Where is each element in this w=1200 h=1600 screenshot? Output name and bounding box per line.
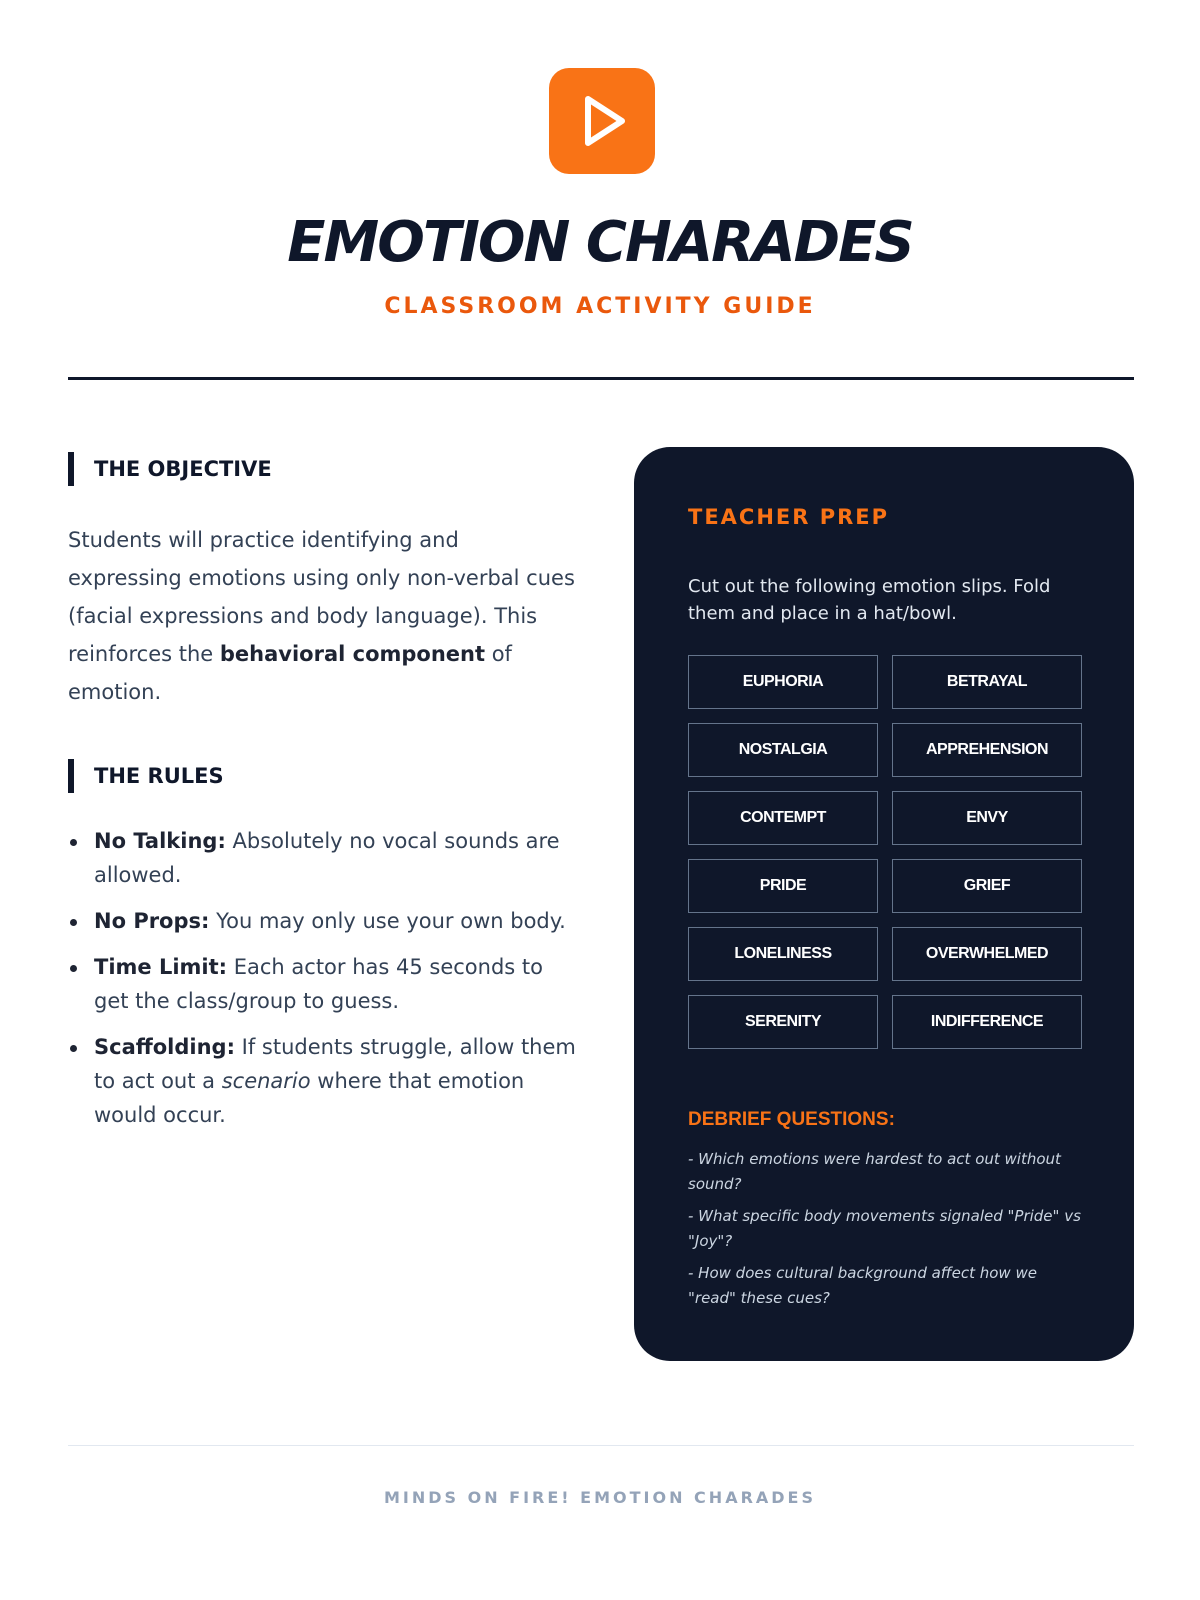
emotion-slip: INDIFFERENCE <box>892 995 1082 1049</box>
emotion-slips-grid <box>688 655 1082 1049</box>
teacher-prep-card <box>634 447 1134 1361</box>
rules-list <box>68 824 578 1144</box>
debrief-question: - Which emotions were hardest to act out without sound? <box>688 1150 1061 1193</box>
emotion-slip: EUPHORIA <box>688 655 878 709</box>
header-divider <box>68 377 1134 380</box>
emotion-slip: ENVY <box>892 791 1082 845</box>
debrief-question: - What specific body movements signaled "Pride" vs "Joy"? <box>688 1207 1081 1250</box>
emotion-slip: PRIDE <box>688 859 878 913</box>
emotion-slip: OVERWHELMED <box>892 927 1082 981</box>
debrief-questions <box>688 1147 1088 1318</box>
objective-heading: THE OBJECTIVE <box>68 452 272 486</box>
teacher-prep-heading: TEACHER PREP <box>688 505 890 529</box>
rule-item: No Props: You may only use your own body. <box>68 904 578 938</box>
page-title: EMOTION CHARADES <box>287 210 913 275</box>
debrief-question: - How does cultural background affect how we "read" these cues? <box>688 1264 1037 1307</box>
teacher-prep-instructions: Cut out the following emotion slips. Fold them and place in a hat/bowl. <box>688 576 1051 624</box>
rules-heading: THE RULES <box>68 759 224 793</box>
play-icon <box>572 91 632 151</box>
emotion-slip: CONTEMPT <box>688 791 878 845</box>
emotion-slip: SERENITY <box>688 995 878 1049</box>
rule-item: Scaffolding: If students struggle, allow them to act out a scenario where that emotion would occur. <box>68 1030 578 1132</box>
rule-item: Time Limit: Each actor has 45 seconds to get the class/group to guess. <box>68 950 578 1018</box>
objective-emphasis: behavioral component <box>219 642 486 666</box>
emotion-slip: NOSTALGIA <box>688 723 878 777</box>
emotion-slip: BETRAYAL <box>892 655 1082 709</box>
footer-text: MINDS ON FIRE! EMOTION CHARADES <box>383 1488 817 1507</box>
emotion-slip: LONELINESS <box>688 927 878 981</box>
rule-item: No Talking: Absolutely no vocal sounds are allowed. <box>68 824 578 892</box>
page-subtitle: CLASSROOM ACTIVITY GUIDE <box>384 294 816 319</box>
objective-text: Students will practice identifying and expressing emotions using only non-verbal cues (facial expressions and body language). This reinforces the behavioral component of emotion. <box>68 528 575 704</box>
emotion-slip: APPREHENSION <box>892 723 1082 777</box>
debrief-heading: DEBRIEF QUESTIONS: <box>688 1109 895 1130</box>
footer-divider <box>68 1445 1134 1446</box>
emotion-slip: GRIEF <box>892 859 1082 913</box>
logo-badge <box>549 68 655 174</box>
